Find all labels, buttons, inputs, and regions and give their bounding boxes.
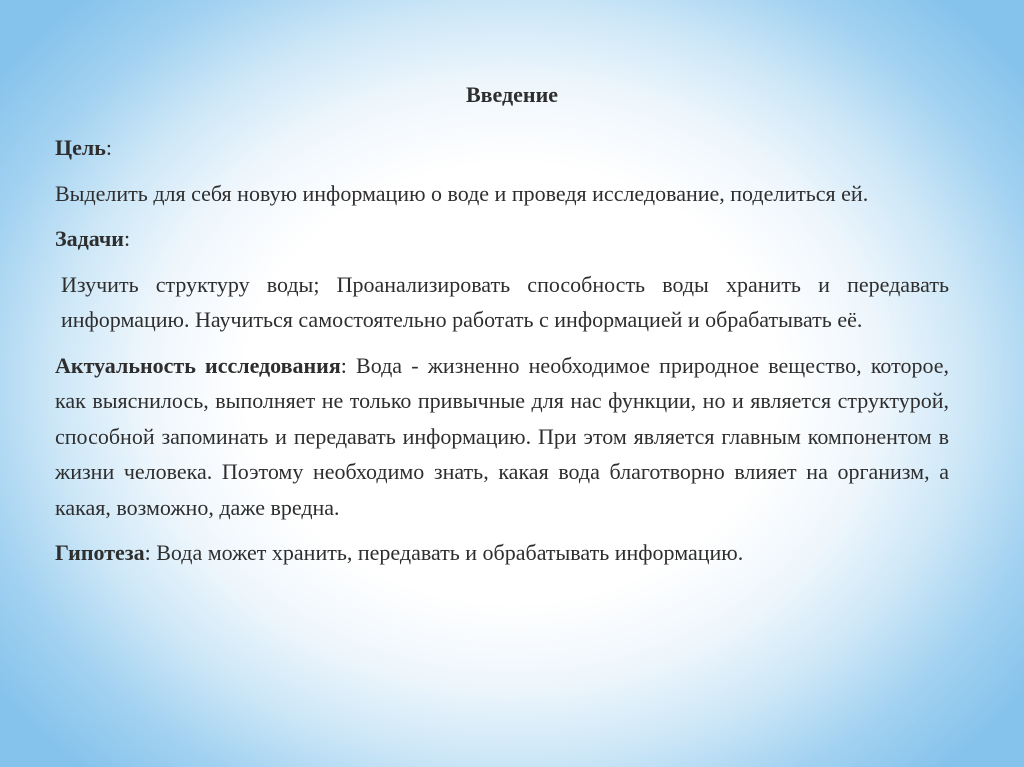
goal-label: Цель [55,135,106,160]
relevance-paragraph [55,348,949,526]
goal-colon: : [105,135,112,160]
slide-content [55,130,949,581]
relevance-text: : Вода - жизненно необходимое природное вещество, которое, как выяснилось, выполняет не только привычные для нас функции, но и является структурой, способной запоминать и передавать информацию. При этом является главным компонентом в жизни человека. Поэтому необходимо знать, какая вода благотворно влияет на организм, а какая, возможно, даже вредна. [55,352,949,520]
tasks-label: Задачи [55,226,124,251]
goal-text: Выделить для себя новую информацию о воде и проведя исследование, поделиться ей. [55,180,869,206]
tasks-text: Изучить структуру воды; Проанализировать способность воды хранить и передавать информацию. Научиться самостоятельно работать с информацией и обрабатывать её. [61,271,949,332]
slide-title: Введение [465,82,559,107]
hypothesis-paragraph [55,535,949,571]
hypothesis-text: : Вода может хранить, передавать и обрабатывать информацию. [144,540,744,565]
hypothesis-label: Гипотеза [55,540,145,565]
goal-heading [55,130,949,166]
tasks-colon: : [123,226,131,251]
tasks-heading [55,221,949,257]
relevance-label: Актуальность исследования [55,352,341,378]
